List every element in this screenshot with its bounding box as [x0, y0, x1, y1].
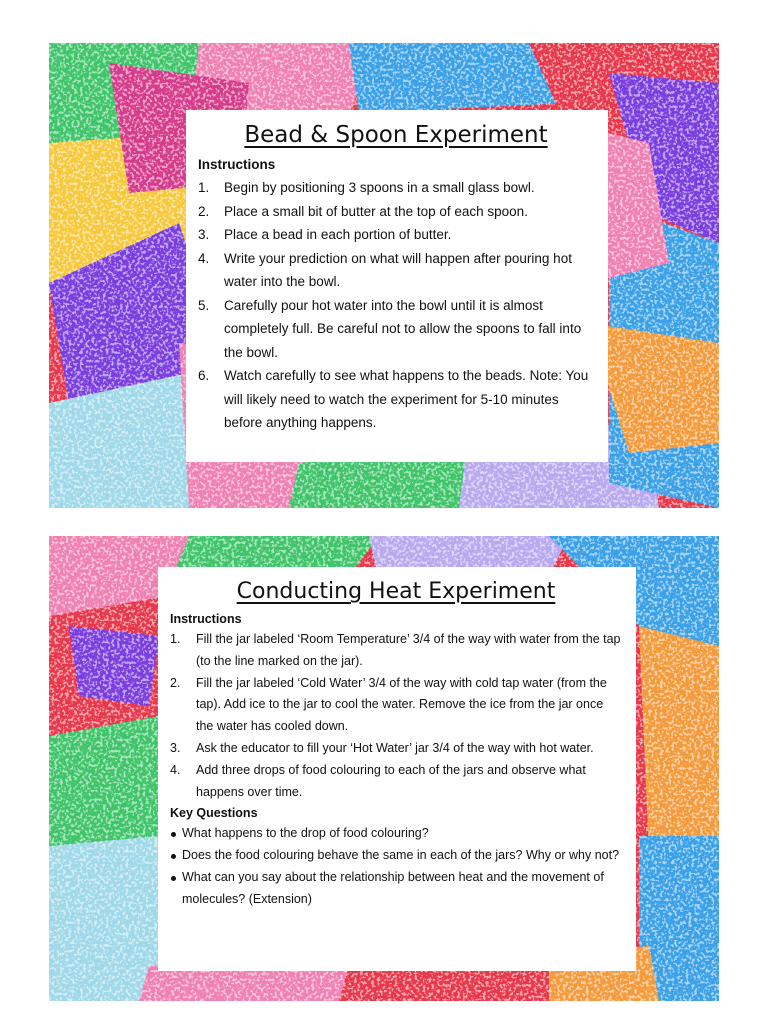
step-number: 2. [198, 203, 210, 219]
instruction-step [198, 364, 594, 435]
step-text: Add three drops of food colouring to each of the jars and observe what happens over time. [196, 762, 586, 799]
conducting-heat-card [158, 567, 636, 971]
step-number: 4. [198, 250, 210, 266]
step-number: 5. [198, 297, 210, 313]
instruction-step [198, 200, 594, 224]
instructions-list [170, 629, 622, 803]
step-number: 3. [170, 740, 181, 755]
step-text: Carefully pour hot water into the bowl until it is almost completely full. Be careful not to allow the spoons to fall into the bowl. [224, 297, 582, 360]
instruction-step [170, 738, 622, 760]
step-number: 6. [198, 368, 210, 383]
step-text: Fill the jar labeled ‘Room Temperature’ 3/4 of the way with water from the tap (to the line marked on the jar). [196, 632, 621, 668]
step-number: 1. [198, 180, 210, 195]
step-number: 1. [170, 632, 181, 646]
step-text: Write your prediction on what will happen after pouring hot water into the bowl. [224, 250, 572, 289]
card-title: Bead & Spoon Experiment [244, 122, 548, 148]
instructions-list [198, 176, 594, 435]
step-number: 2. [170, 675, 181, 690]
step-text: Watch carefully to see what happens to the beads. Note: You will likely need to watch the experiment for 5-10 minutes before anything happens. [224, 368, 589, 430]
step-text: Fill the jar labeled ‘Cold Water’ 3/4 of the way with cold tap water (from the tap). Add ice to the jar to cool the water. Remove the ice from the jar once the water has cooled down. [196, 675, 607, 734]
bead-spoon-card [186, 110, 608, 462]
step-number: 4. [170, 762, 181, 777]
instruction-step [198, 176, 594, 200]
card-title: Conducting Heat Experiment [236, 579, 556, 604]
key-question: Does the food colouring behave the same in each of the jars? Why or why not? [170, 845, 622, 867]
step-text: Place a bead in each portion of butter. [224, 227, 452, 242]
key-question: What can you say about the relationship between heat and the movement of molecules? (Extension) [170, 867, 622, 911]
key-question: What happens to the drop of food colouring? [170, 823, 622, 845]
step-text: Begin by positioning 3 spoons in a small glass bowl. [224, 180, 535, 195]
instructions-heading: Instructions [170, 612, 242, 626]
instruction-step [170, 673, 622, 738]
key-questions-list [170, 823, 622, 910]
instruction-step [198, 223, 594, 247]
instruction-step [198, 294, 594, 365]
instruction-step [170, 629, 622, 673]
step-number: 3. [198, 227, 210, 242]
step-text: Place a small bit of butter at the top of each spoon. [224, 203, 528, 219]
step-text: Ask the educator to fill your ‘Hot Water’ jar 3/4 of the way with hot water. [196, 740, 594, 755]
instruction-step [198, 247, 594, 294]
instructions-heading: Instructions [198, 157, 276, 172]
instruction-step [170, 760, 622, 804]
key-questions-heading: Key Questions [170, 806, 258, 821]
